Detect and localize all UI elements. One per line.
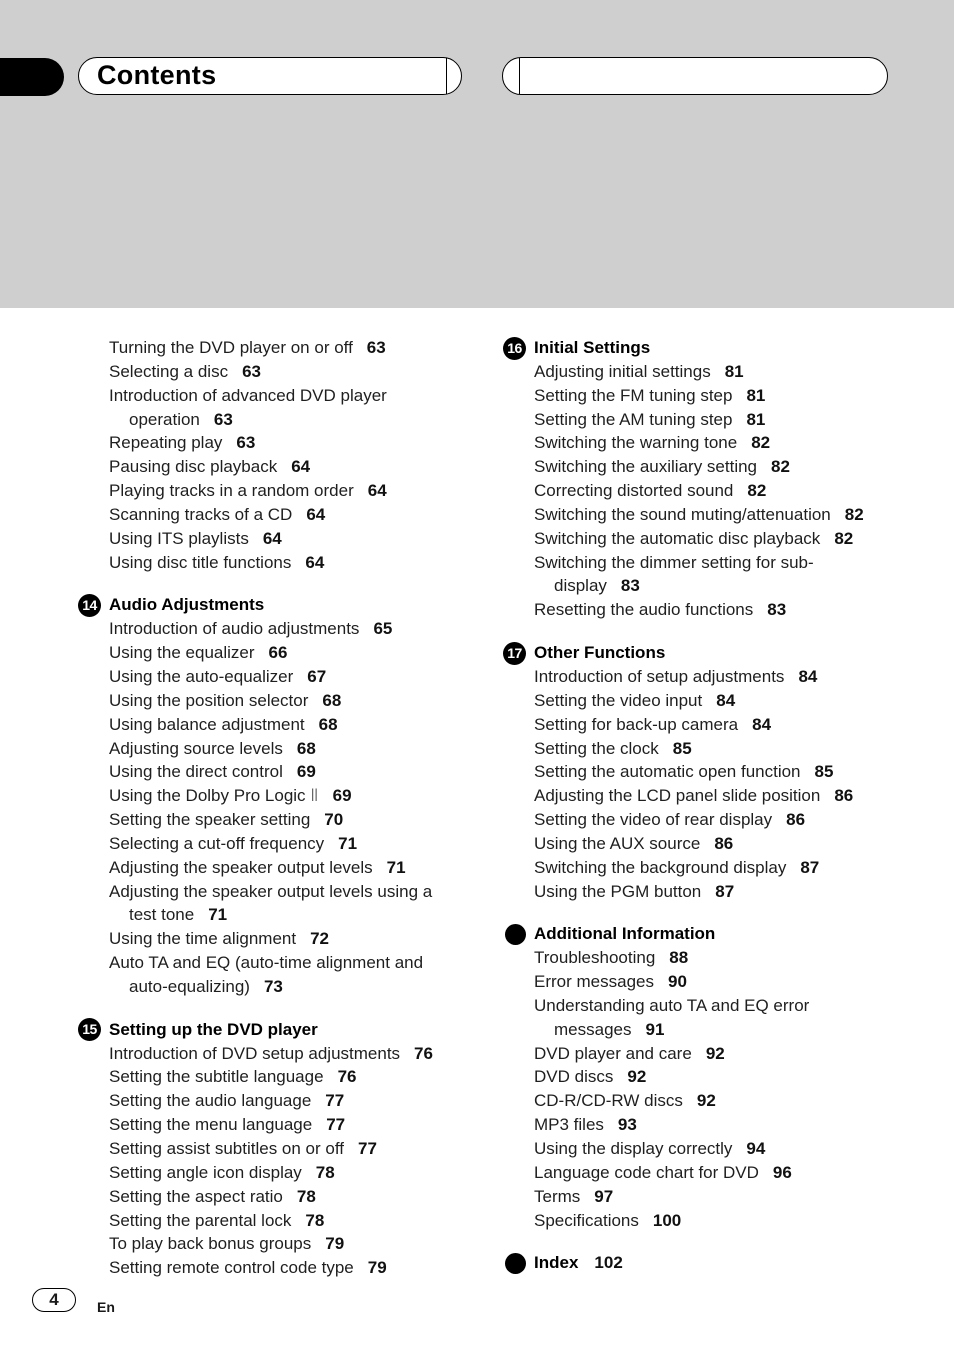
toc-entry-text: Switching the auxiliary setting (534, 457, 758, 477)
toc-entry[interactable] (109, 808, 469, 832)
toc-entry[interactable] (109, 641, 469, 665)
toc-entry-text: Setting the AM tuning step (534, 409, 733, 429)
toc-entry-text: test tone (129, 905, 195, 925)
toc-entry[interactable] (534, 598, 934, 622)
toc-entry[interactable] (534, 1042, 934, 1066)
toc-entry-page: 64 (291, 457, 311, 477)
header-right-box (502, 57, 888, 95)
toc-entry-text: Using the display correctly (534, 1139, 733, 1158)
toc-entry[interactable] (534, 1065, 934, 1089)
toc-entry-page: 68 (318, 714, 338, 734)
toc-entry-text: operation (129, 409, 200, 429)
toc-entry[interactable] (534, 431, 934, 455)
toc-entry-page: 77 (357, 1139, 377, 1158)
toc-entry[interactable] (109, 1065, 469, 1089)
toc-entry-page: 63 (213, 409, 233, 429)
toc-entry[interactable] (534, 665, 934, 689)
toc-entry[interactable] (109, 617, 469, 641)
toc-entry[interactable] (534, 760, 934, 784)
toc-entry-page: 70 (324, 810, 344, 830)
toc-entry-page: 84 (798, 666, 818, 686)
toc-entry[interactable] (109, 880, 469, 904)
section-title: Other Functions (534, 643, 666, 663)
toc-entry-text: CD-R/CD-RW discs (534, 1091, 683, 1111)
toc-entry-text: Troubleshooting (534, 948, 656, 968)
toc-entry[interactable] (534, 408, 934, 432)
toc-entry[interactable] (109, 903, 469, 927)
toc-entry-text: Switching the dimmer setting for sub- (534, 552, 814, 572)
toc-entry[interactable] (534, 455, 934, 479)
toc-entry-page: 65 (373, 619, 393, 639)
toc-entry[interactable] (109, 951, 469, 975)
toc-entry[interactable] (109, 384, 469, 408)
toc-entry[interactable] (109, 689, 469, 713)
section-heading[interactable] (507, 641, 934, 665)
toc-entry-page: 83 (620, 576, 640, 596)
toc-entry-text: Using the Dolby Pro Logic Ⅱ (109, 786, 319, 806)
toc-entry[interactable] (534, 808, 934, 832)
toc-entry-page: 71 (208, 905, 228, 925)
toc-entry[interactable] (109, 832, 469, 856)
toc-entry-page: 96 (772, 1162, 792, 1182)
section-title: Additional Information (534, 924, 716, 944)
toc-entry[interactable] (109, 760, 469, 784)
toc-entry[interactable] (534, 994, 934, 1018)
toc-entry-text: Switching the sound muting/attenuation (534, 504, 831, 524)
section-number-badge (505, 924, 526, 945)
toc-entry-text: Adjusting the LCD panel slide position (534, 786, 821, 806)
toc-entry-text: Setting the video input (534, 690, 703, 710)
toc-entry-page: 66 (268, 643, 288, 663)
section-number-badge: 16 (503, 337, 526, 360)
toc-entry[interactable] (109, 975, 469, 999)
toc-entry[interactable] (109, 1137, 469, 1161)
toc-entry-text: Adjusting the speaker output levels (109, 857, 373, 877)
toc-entry-page: 97 (594, 1186, 614, 1206)
toc-entry-text: Resetting the audio functions (534, 600, 754, 620)
toc-entry[interactable] (109, 360, 469, 384)
toc-entry-text: Introduction of advanced DVD player (109, 385, 387, 405)
toc-entry[interactable] (109, 527, 469, 551)
toc-entry-text: Using ITS playlists (109, 528, 249, 548)
toc-entry-text: Repeating play (109, 433, 223, 453)
toc-entry-text: Setting the parental lock (109, 1210, 292, 1230)
toc-entry-text: Setting the clock (534, 738, 659, 758)
header-band (0, 0, 954, 308)
toc-entry-text: Switching the background display (534, 857, 787, 877)
toc-entry-page: 82 (747, 481, 767, 501)
toc-entry-page: 84 (716, 690, 736, 710)
toc-entry-page: 71 (338, 833, 358, 853)
toc-entry[interactable] (534, 689, 934, 713)
toc-entry[interactable] (109, 737, 469, 761)
toc-entry[interactable] (109, 665, 469, 689)
section-heading[interactable] (82, 1018, 469, 1042)
toc-entry[interactable] (109, 1161, 469, 1185)
toc-entry-page: 83 (767, 600, 787, 620)
toc-entry-text: Introduction of setup adjustments (534, 666, 785, 686)
toc-entry[interactable] (534, 856, 934, 880)
toc-entry-text: Auto TA and EQ (auto-time alignment and (109, 953, 424, 973)
toc-entry-page: 82 (834, 528, 854, 548)
toc-entry-page: 87 (715, 881, 735, 901)
toc-entry-page: 64 (367, 481, 387, 501)
toc-entry-page: 77 (325, 1091, 345, 1111)
language-code: En (97, 1299, 115, 1315)
toc-entry-text: Using the PGM button (534, 881, 702, 901)
toc-entry-text: Setting the audio language (109, 1091, 312, 1111)
toc-entry[interactable] (534, 946, 934, 970)
toc-entry-text: Selecting a cut-off frequency (109, 833, 325, 853)
toc-entry[interactable] (534, 551, 934, 575)
toc-entry[interactable] (534, 1113, 934, 1137)
toc-entry-page: 64 (306, 504, 326, 524)
toc-entry-text: Switching the warning tone (534, 433, 738, 453)
toc-entry-page: 79 (367, 1258, 387, 1278)
toc-entry-page: 69 (296, 762, 316, 782)
toc-entry[interactable] (534, 1089, 934, 1113)
toc-entry-page: 63 (366, 338, 386, 357)
toc-entry-text: Specifications (534, 1210, 639, 1230)
toc-entry[interactable] (109, 408, 469, 432)
toc-entry-page: 78 (315, 1162, 335, 1182)
toc-entry-text: Introduction of DVD setup adjustments (109, 1043, 401, 1063)
toc-entry-page: 72 (310, 929, 330, 949)
toc-entry[interactable] (109, 1042, 469, 1066)
toc-entry-text: Setting remote control code type (109, 1258, 354, 1278)
toc-entry[interactable] (109, 503, 469, 527)
toc-entry-page: 78 (305, 1210, 325, 1230)
section-title: Setting up the DVD player (109, 1019, 318, 1039)
section-heading[interactable] (82, 593, 469, 617)
toc-entry-page: 86 (714, 833, 734, 853)
toc-entry-page: 92 (627, 1067, 647, 1087)
toc-entry-text: Switching the automatic disc playback (534, 528, 821, 548)
toc-entry-page: 73 (263, 976, 283, 996)
toc-entry-text: Adjusting initial settings (534, 361, 711, 381)
toc-entry-text: Introduction of audio adjustments (109, 619, 360, 639)
toc-entry-text: To play back bonus groups (109, 1234, 312, 1254)
toc-entry-page: 64 (305, 552, 325, 572)
toc-entry[interactable] (534, 880, 934, 904)
toc-entry-text: Setting the automatic open function (534, 762, 801, 782)
toc-entry-page: 85 (814, 762, 834, 782)
toc-entry-text: Using the equalizer (109, 643, 255, 663)
toc-entry[interactable] (534, 1185, 934, 1209)
toc-entry-text: Language code chart for DVD (534, 1162, 759, 1182)
toc-entry-text: Scanning tracks of a CD (109, 504, 293, 524)
toc-entry[interactable] (534, 713, 934, 737)
toc-entry[interactable] (109, 856, 469, 880)
toc-entry[interactable] (534, 384, 934, 408)
toc-entry-text: Using the direct control (109, 762, 283, 782)
toc-entry-page: 69 (332, 786, 352, 806)
toc-entry-text: Setting assist subtitles on or off (109, 1139, 344, 1158)
toc-entry[interactable] (534, 1137, 934, 1161)
toc-entry[interactable] (534, 503, 934, 527)
toc-entry-text: Setting the video of rear display (534, 810, 773, 830)
toc-entry[interactable] (534, 1018, 934, 1042)
toc-entry-text: Playing tracks in a random order (109, 481, 354, 501)
toc-entry-page: 64 (262, 528, 282, 548)
toc-entry-text: Setting the subtitle language (109, 1067, 324, 1087)
toc-entry-text: Pausing disc playback (109, 457, 278, 477)
toc-entry-page: 94 (746, 1139, 766, 1158)
toc-entry-text: Terms (534, 1186, 581, 1206)
toc-entry[interactable] (109, 713, 469, 737)
toc-entry-text: Error messages (534, 972, 654, 992)
section-number-badge: 14 (78, 594, 101, 617)
toc-entry[interactable] (534, 737, 934, 761)
toc-entry-page: 91 (645, 1019, 665, 1039)
toc-entry-page: 87 (800, 857, 820, 877)
toc-entry[interactable] (109, 1256, 469, 1280)
section-tab (0, 58, 64, 96)
toc-entry[interactable] (534, 479, 934, 503)
toc-entry-page: 100 (652, 1210, 682, 1230)
toc-entry-page: 86 (834, 786, 854, 806)
toc-entry-text: auto-equalizing) (129, 976, 250, 996)
toc-entry-page: 82 (844, 504, 864, 524)
toc-entry[interactable] (534, 832, 934, 856)
toc-entry-text: messages (554, 1019, 632, 1039)
toc-entry-text: Setting angle icon display (109, 1162, 302, 1182)
section-title: Initial Settings (534, 338, 651, 357)
toc-entry-text: Using the position selector (109, 690, 309, 710)
toc-entry-text: Using balance adjustment (109, 714, 305, 734)
toc-entry-page: 67 (307, 666, 327, 686)
toc-entry-page: 79 (325, 1234, 345, 1254)
toc-entry-page: 68 (296, 738, 316, 758)
section-number-badge (505, 1253, 526, 1274)
toc-entry-page: 82 (751, 433, 771, 453)
toc-right-column (507, 336, 934, 1275)
toc-entry-text: Turning the DVD player on or off (109, 338, 353, 357)
toc-entry-page: 92 (705, 1043, 725, 1063)
toc-entry-page: 81 (746, 409, 766, 429)
toc-entry-page: 84 (752, 714, 772, 734)
toc-entry-text: Setting the speaker setting (109, 810, 311, 830)
section-heading[interactable] (507, 336, 934, 360)
toc-entry[interactable] (109, 1089, 469, 1113)
toc-entry[interactable] (109, 784, 469, 808)
toc-entry-text: Adjusting the speaker output levels using a (109, 881, 433, 901)
toc-entry-page: 71 (386, 857, 406, 877)
toc-entry-page: 76 (414, 1043, 433, 1063)
toc-entry[interactable] (109, 336, 469, 360)
toc-entry[interactable] (534, 970, 934, 994)
toc-entry-page: 86 (786, 810, 806, 830)
toc-entry[interactable] (109, 927, 469, 951)
toc-entry-text: Understanding auto TA and EQ error (534, 995, 810, 1015)
toc-entry-text: Correcting distorted sound (534, 481, 734, 501)
toc-entry-page: 88 (669, 948, 689, 968)
section-number-badge: 17 (503, 642, 526, 665)
toc-entry-text: Setting for back-up camera (534, 714, 739, 734)
toc-entry[interactable] (534, 784, 934, 808)
toc-entry-text: Setting the menu language (109, 1115, 313, 1135)
toc-entry[interactable] (109, 1209, 469, 1233)
toc-entry[interactable] (534, 360, 934, 384)
section-heading[interactable] (534, 1251, 934, 1275)
section-heading[interactable] (534, 922, 934, 946)
section-number-badge: 15 (78, 1018, 101, 1041)
toc-entry[interactable] (109, 479, 469, 503)
toc-entry-text: Adjusting source levels (109, 738, 283, 758)
toc-entry-text: Selecting a disc (109, 361, 229, 381)
toc-entry-page: 81 (746, 385, 766, 405)
toc-entry[interactable] (109, 551, 469, 575)
toc-entry-page: 82 (771, 457, 790, 477)
toc-entry-text: Using the auto-equalizer (109, 666, 294, 686)
toc-entry[interactable] (109, 1232, 469, 1256)
toc-entry-page: 85 (672, 738, 692, 758)
toc-entry-text: Using disc title functions (109, 552, 292, 572)
toc-entry-text: DVD player and care (534, 1043, 692, 1063)
section-page: 102 (594, 1253, 623, 1273)
toc-entry-text: Using the time alignment (109, 929, 297, 949)
toc-entry[interactable] (109, 1185, 469, 1209)
page-title: Contents (97, 60, 217, 90)
toc-entry[interactable] (534, 527, 934, 551)
toc-entry-page: 63 (236, 433, 256, 453)
toc-left-column (82, 336, 469, 1280)
toc-entry[interactable] (534, 574, 934, 598)
toc-entry-page: 63 (242, 361, 261, 381)
toc-entry-page: 68 (322, 690, 342, 710)
title-box (78, 57, 462, 95)
toc-entry-text: MP3 files (534, 1115, 604, 1135)
toc-entry-page: 78 (296, 1186, 316, 1206)
toc-entry-page: 77 (326, 1115, 346, 1135)
toc-entry-page: 81 (724, 361, 744, 381)
page-number: 4 (32, 1288, 76, 1312)
section-title: Audio Adjustments (109, 595, 265, 615)
toc-entry[interactable] (109, 455, 469, 479)
toc-entry[interactable] (109, 431, 469, 455)
toc-entry[interactable] (534, 1209, 934, 1233)
toc-entry-page: 93 (617, 1115, 637, 1135)
toc-entry-text: Setting the aspect ratio (109, 1186, 283, 1206)
section-title: Index (534, 1253, 579, 1273)
toc-entry-page: 92 (696, 1091, 716, 1111)
toc-entry-page: 76 (337, 1067, 357, 1087)
toc-entry-text: Using the AUX source (534, 833, 701, 853)
toc-entry-text: Setting the FM tuning step (534, 385, 733, 405)
toc-entry-page: 90 (667, 972, 687, 992)
toc-entry-text: DVD discs (534, 1067, 614, 1087)
toc-entry-text: display (554, 576, 607, 596)
toc-entry[interactable] (109, 1113, 469, 1137)
toc-entry[interactable] (534, 1161, 934, 1185)
